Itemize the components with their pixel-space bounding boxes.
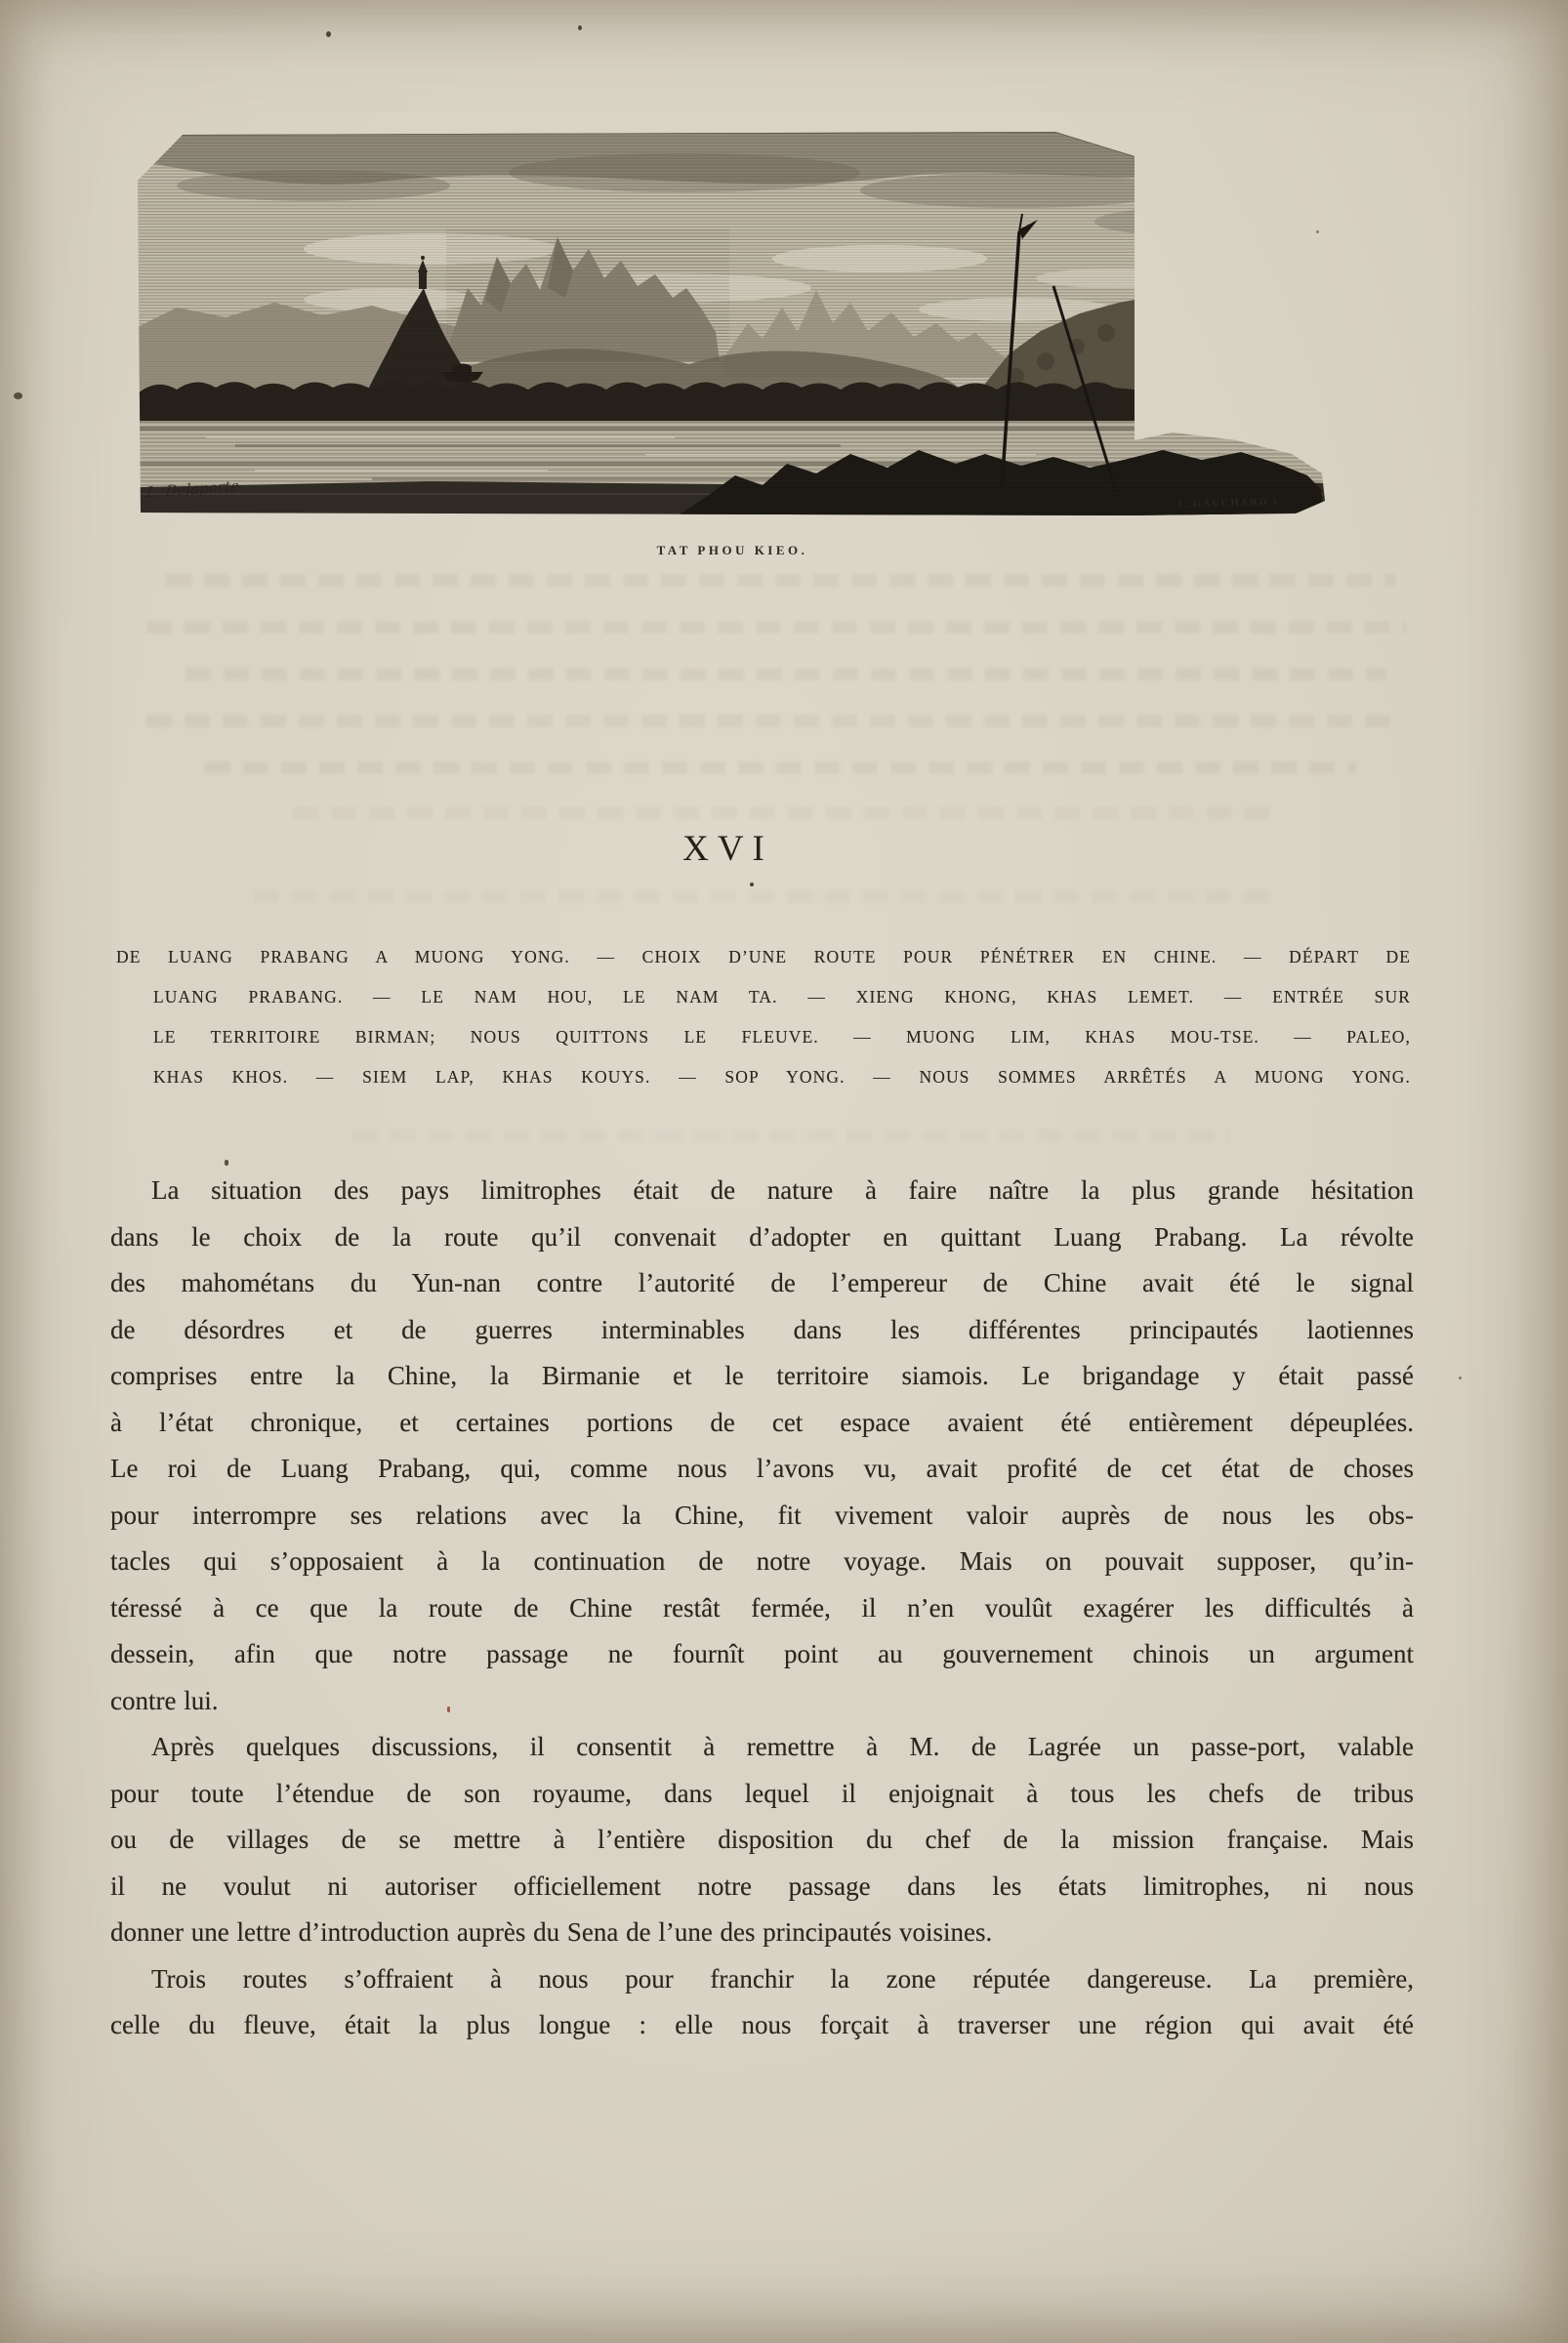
body-text xyxy=(110,1168,1414,2049)
engraving-illustration xyxy=(137,132,1330,522)
body-line: des mahométans du Yun-nan contre l’autorité de l’empereur de Chine avait été le signal xyxy=(110,1268,1414,1297)
body-line: comprises entre la Chine, la Birmanie et le territoire siamois. Le brigandage y était passé xyxy=(110,1361,1414,1390)
paper-speck xyxy=(225,1160,228,1166)
summary-line: DE LUANG PRABANG A MUONG YONG. — CHOIX D’UNE ROUTE POUR PÉNÉTRER EN CHINE. — DÉPART DE xyxy=(116,947,1411,966)
bleed-through-line xyxy=(186,668,1386,680)
paper-speck xyxy=(326,31,331,37)
body-line: à l’état chronique, et certaines portions de cet espace avaient été entièrement dépeuplées. xyxy=(110,1407,1414,1437)
body-line: La situation des pays limitrophes était de nature à faire naître la plus grande hésitation xyxy=(151,1175,1414,1205)
body-line: téressé à ce que la route de Chine restât fermée, il n’en voulût exagérer les difficultés à xyxy=(110,1592,1414,1623)
body-line: celle du fleuve, était la plus longue : elle nous forçait à traverser une région qui avait été xyxy=(110,2010,1414,2039)
chapter-number-heading: XVI xyxy=(682,829,773,869)
paper-speck xyxy=(1459,1377,1462,1379)
body-line: dans le choix de la route qu’il convenait d’adopter en quittant Luang Prabang. La révolte xyxy=(110,1221,1414,1252)
bleed-through-line xyxy=(146,715,1396,727)
bleed-through-line xyxy=(146,621,1406,634)
body-line: dessein, afin que notre passage ne fournît point au gouvernement chinois un argument xyxy=(110,1639,1414,1668)
paper-speck xyxy=(750,883,754,886)
summary-line: LUANG PRABANG. — LE NAM HOU, LE NAM TA. — XIENG KHONG, KHAS LEMET. — ENTRÉE SUR xyxy=(153,987,1411,1007)
body-line: de désordres et de guerres interminables dans les différentes principautés laotiennes xyxy=(110,1314,1414,1344)
bleed-through-line xyxy=(254,890,1279,903)
body-line: il ne voulut ni autoriser officiellement notre passage dans les états limitrophes, ni nous xyxy=(110,1870,1414,1901)
body-line: Trois routes s’offraient à nous pour franchir la zone réputée dangereuse. La première, xyxy=(151,1963,1414,1994)
illustration-caption: TAT PHOU KIEO. xyxy=(656,543,808,557)
body-line: Le roi de Luang Prabang, qui, comme nous l’avons vu, avait profité de cet état de choses xyxy=(110,1454,1414,1483)
bleed-through-line xyxy=(351,1130,1230,1142)
body-line: donner une lettre d’introduction auprès du Sena de l’une des principautés voisines. xyxy=(110,1917,993,1947)
bleed-through-line xyxy=(293,806,1269,819)
chapter-summary xyxy=(110,937,1411,1097)
summary-line: KHAS KHOS. — SIEM LAP, KHAS KOUYS. — SOP YONG. — NOUS SOMMES ARRÊTÉS A MUONG YONG. xyxy=(153,1067,1411,1087)
engraver-signature: J. GAUCHARD s. xyxy=(1176,496,1284,511)
artist-signature: L. Delaporte xyxy=(145,476,240,502)
body-line: pour toute l’étendue de son royaume, dans lequel il enjoignait à tous les chefs de tribus xyxy=(110,1778,1414,1808)
body-line: tacles qui s’opposaient à la continuation de notre voyage. Mais on pouvait supposer, qu’in- xyxy=(110,1546,1414,1576)
body-line: pour interrompre ses relations avec la Chine, fit vivement valoir auprès de nous les obs- xyxy=(110,1500,1414,1530)
body-line: Après quelques discussions, il consentit à remettre à M. de Lagrée un passe-port, valable xyxy=(151,1732,1414,1761)
summary-line: LE TERRITOIRE BIRMAN; NOUS QUITTONS LE FLEUVE. — MUONG LIM, KHAS MOU-TSE. — PALEO, xyxy=(153,1027,1411,1047)
bleed-through-line xyxy=(166,574,1396,587)
body-line: ou de villages de se mettre à l’entière disposition du chef de la mission française. Mais xyxy=(110,1825,1414,1854)
paper-speck xyxy=(578,25,582,30)
bleed-through-line xyxy=(205,761,1357,774)
paper-speck xyxy=(14,392,22,399)
paper-speck xyxy=(447,1706,450,1712)
paper-speck xyxy=(1316,230,1319,233)
body-line: contre lui. xyxy=(110,1685,219,1715)
